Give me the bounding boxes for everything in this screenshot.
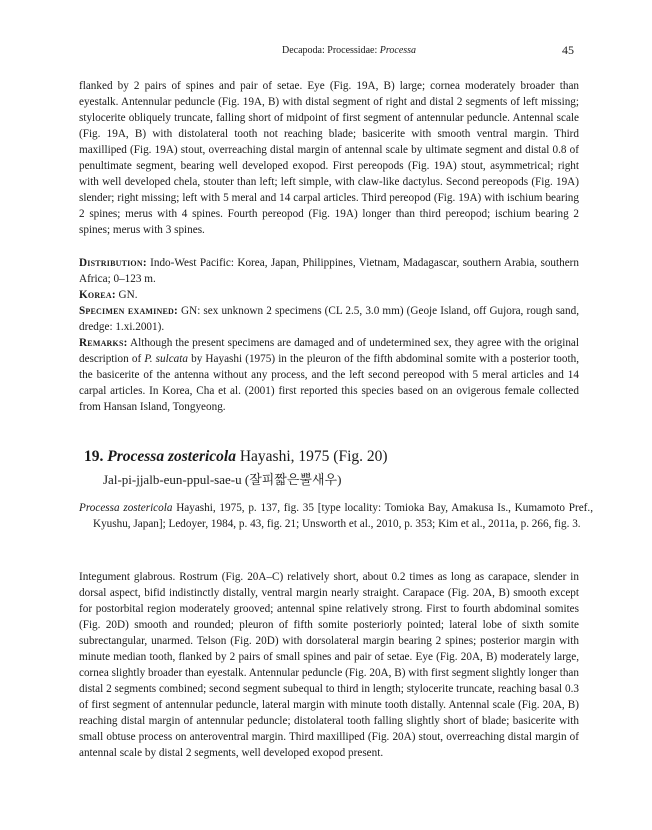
remarks-text-after: by Hayashi (1975) in the pleuron of the fifth abdominal somite with a posterior tooth, the basicerite of the antenna without any process, and the left second pereopod with 5 meral articles and 14 carpal articles. In Korea, Cha et al. (2001) first reported this species based on an ovigerous female collected from Hansan Island, Tongyeong. — [79, 353, 579, 413]
page-number: 45 — [562, 43, 574, 57]
remarks-species: P. sulcata — [144, 353, 188, 365]
specimen-text: GN: sex unknown 2 specimens (CL 2.5, 3.0 mm) (Geoje Island, off Gujora, rough sand, dredge: 1.xi.2001). — [79, 305, 579, 333]
synonymy-paragraph — [79, 500, 593, 532]
distribution-paragraph — [79, 255, 579, 287]
korea-text: GN. — [115, 289, 138, 301]
specimen-label: Specimen examined: — [79, 305, 178, 317]
synonymy-species: Processa zostericola — [79, 502, 173, 514]
running-head-text: Decapoda: Processidae: — [282, 45, 380, 56]
section-species: Processa zostericola — [107, 448, 236, 465]
korean-name: Jal-pi-jjalb-eun-ppul-sae-u (잘피짧은뿔새우) — [103, 472, 342, 487]
running-head — [282, 45, 416, 56]
section-author: Hayashi, 1975 — [235, 448, 330, 465]
remarks-label: Remarks: — [79, 337, 128, 349]
remarks-text-before: Although the present specimens are damaged and of undetermined sex, they agree with the original description of — [79, 337, 579, 365]
remarks-paragraph — [79, 335, 579, 415]
section-heading — [84, 448, 388, 466]
distribution-label: Distribution: — [79, 257, 147, 269]
section-number: 19. — [84, 448, 104, 465]
running-head-genus: Processa — [379, 45, 417, 56]
synonymy-text: Hayashi, 1975, p. 137, fig. 35 [type locality: Tomioka Bay, Amakusa Is., Kumamoto Pref., Kyushu, Japan]; Ledoyer, 1984, p. 43, fig. 21; Unsworth et al., 2010, p. 353; Kim et al., 2011a, p. 266, fig. 3. — [93, 502, 593, 530]
description-continued-paragraph: flanked by 2 pairs of spines and pair of setae. Eye (Fig. 19A, B) large; cornea moderately broader than eyestalk. Antennular peduncle (Fig. 19A, B) with distal segment of right and distal 2 segments of left missing; stylocerite obliquely truncate, falling short of midpoint of first segment of antennular peduncle. Antennal scale (Fig. 19A, B) with distolateral tooth not reaching blade; basicerite with smooth ventral margin. Third maxilliped (Fig. 19A) stout, overreaching distal margin of antennal scale by ultimate segment and distal 0.8 of penultimate segment, bearing well developed exopod. First pereopods (Fig. 19A) stout, asymmetrical; right with well developed chela, stouter than left; left simple, with claw-like dactylus. Second pereopods (Fig. 19A) slender; right missing; left with 5 meral and 14 carpal articles. Third pereopod (Fig. 19A) with ischium bearing 2 spines; merus with 4 spines. Fourth pereopod (Fig. 19A) longer than third pereopod; ischium bearing 2 spines; merus with 3 spines. — [79, 80, 579, 236]
distribution-text: Indo-West Pacific: Korea, Japan, Philippines, Vietnam, Madagascar, southern Arabia, southern Africa; 0–123 m. — [79, 257, 579, 285]
korea-paragraph — [79, 287, 579, 303]
korea-label: Korea: — [79, 289, 116, 301]
description-paragraph: Integument glabrous. Rostrum (Fig. 20A–C) relatively short, about 0.2 times as long as carapace, slender in dorsal aspect, bifid indistinctly distally, ventral margin nearly straight. Carapace (Fig. 20A, B) smooth except for postorbital region moderately grooved; antennal spine relatively strong. First to fourth abdominal somites (Fig. 20D) smooth and rounded; pleuron of fifth somite posteriorly pointed; lateral lobe of sixth somite subrectangular, unarmed. Telson (Fig. 20D) with dorsolateral margin bearing 2 spines; posterior margin with minute median tooth, flanked by 2 pairs of small spines and pair of setae. Eye (Fig. 20A, B) moderately large, cornea slightly broader than eyestalk. Antennular peduncle (Fig. 20A, B) with first segment slightly longer than distal 2 segments combined; second segment subequal to third in length; stylocerite truncate, reaching basal 0.3 of first segment of antennular peduncle, lateral margin with minute tooth distally. Antennal scale (Fig. 20A, B) reaching distal margin of antennular peduncle; distolateral tooth falling slightly short of blade; basicerite with small obtuse process on anteroventral margin. Third maxilliped (Fig. 20A) stout, overreaching distal margin of antennal scale by distal 2 segments, well developed exopod present. — [79, 571, 579, 759]
specimen-examined-paragraph — [79, 303, 579, 335]
section-figure-ref: (Fig. 20) — [329, 448, 388, 465]
